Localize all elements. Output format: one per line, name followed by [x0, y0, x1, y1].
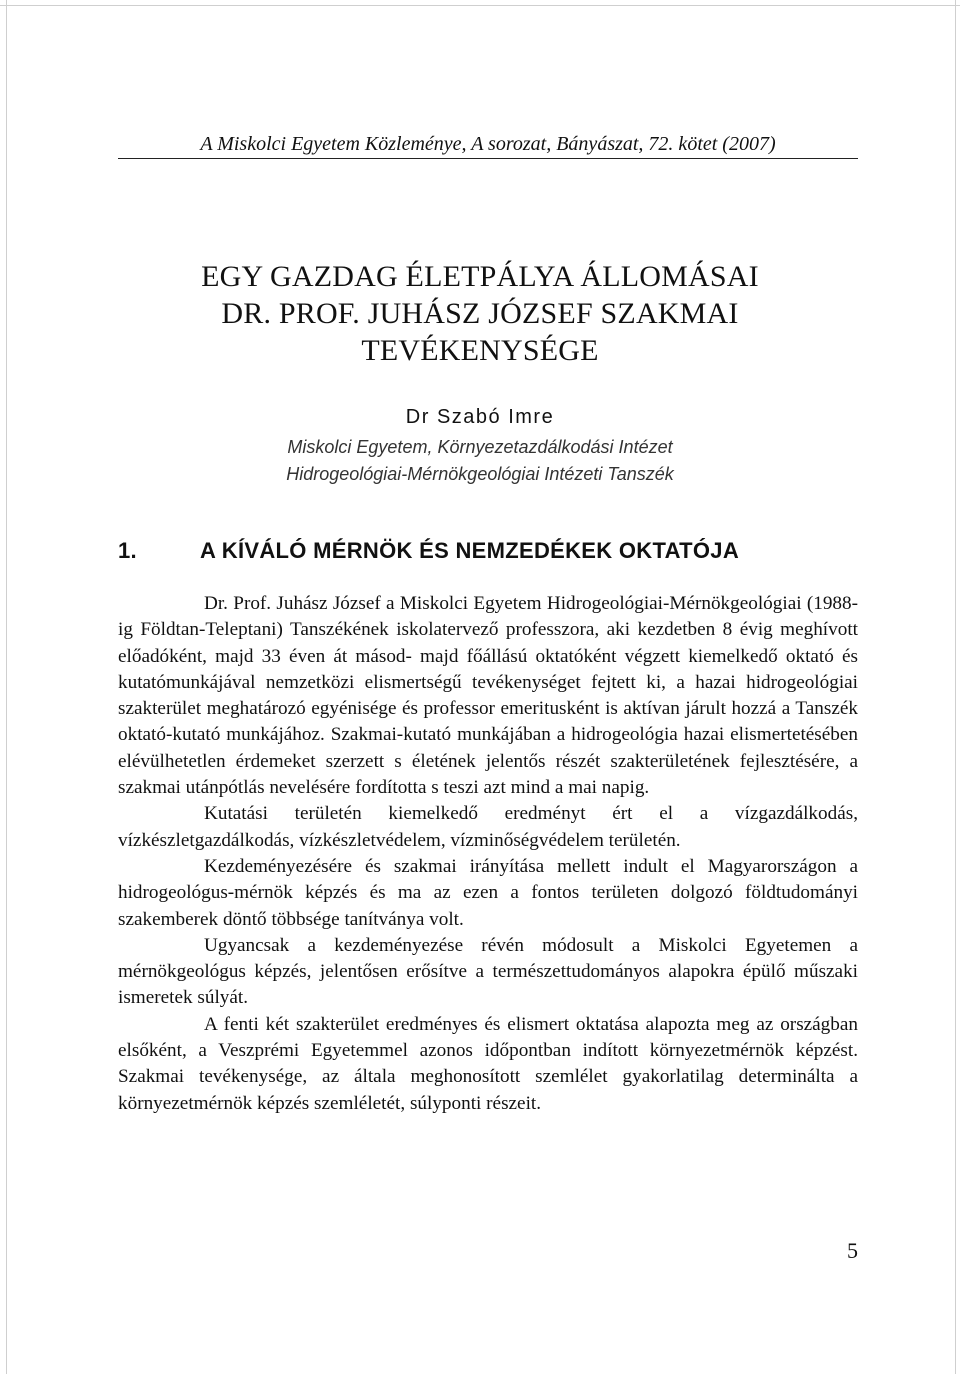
- paragraph-4: Ugyancsak a kezdeményezése révén módosult a Miskolci Egyetemen a mérnökgeológus képzés, jelentősen erősítve a természettudományos alapokra épülő műszaki ismeretek súlyát.: [118, 934, 858, 1009]
- paragraph-5: A fenti két szakterület eredményes és elismert oktatása alapozta meg az országban elsőként, a Veszprémi Egyetemmel azonos időpontban indított környezetmérnök képzést. Szakmai tevékenysége, az általa meghonosított szemlélet gyakorlatilag determinálta a környezetmérnök képzés szemléletét, súlyponti részeit.: [118, 1013, 858, 1114]
- title-line-3: TEVÉKENYSÉGE: [361, 334, 599, 367]
- section-heading: [118, 538, 858, 564]
- scan-edge-line-right: [955, 0, 956, 1374]
- page-number: 5: [847, 1238, 858, 1263]
- author-affiliation-2: Hidrogeológiai-Mérnökgeológiai Intézeti Tanszék: [286, 464, 674, 484]
- paragraph-1: Dr. Prof. Juhász József a Miskolci Egyetem Hidrogeológiai-Mérnökgeológiai (1988-ig Földtan-Teleptani) Tanszékének iskolatervező professzora, aki kezdetben 8 évig meghívott előadóként, majd 33 éven át másod- majd főállású oktatóként végzett kiemelkedő oktató és kutatómunkájával nemzetközi elismertségű tevékenységet fejtett ki, a hazai hidrogeológiai szakterület meghatározó egyénisége és professor emeritusként is aktívan járult hozzá a Tanszék oktató-kutató munkájához. Szakmai-kutató munkájában a hidrogeológia hazai elismertetésében elévülhetetlen érdemeket szerzett s életének jelentős részét szakterületének fejlesztésére, a szakmai utánpótlás nevelésére fordította s teszi azt mind a mai napig.: [118, 593, 858, 799]
- scan-edge-line-left: [6, 0, 7, 1374]
- article-title: [0, 258, 960, 369]
- paragraph-2: Kutatási területén kiemelkedő eredményt ért el a vízgazdálkodás, vízkészletgazdálkodás, vízkészletvédelem, vízminőségvédelem területén.: [118, 803, 858, 851]
- author-name: Dr Szabó Imre: [405, 406, 555, 428]
- body-text: [118, 591, 858, 1117]
- section-number: 1.: [118, 538, 137, 563]
- title-line-1: EGY GAZDAG ÉLETPÁLYA ÁLLOMÁSAI: [201, 260, 759, 293]
- header-rule: [118, 158, 858, 159]
- scan-edge-line-top: [0, 5, 960, 6]
- title-line-2: DR. PROF. JUHÁSZ JÓZSEF SZAKMAI: [221, 297, 739, 330]
- paragraph-3: Kezdeményezésére és szakmai irányítása mellett indult el Magyarországon a hidrogeológus-mérnök képzés és ma az ezen a fontos területen dolgozó földtudományi szakemberek döntő többsége tanítványa volt.: [118, 855, 858, 930]
- journal-header: A Miskolci Egyetem Közleménye, A sorozat, Bányászat, 72. kötet (2007): [200, 133, 776, 155]
- author-affiliation-1: Miskolci Egyetem, Környezetazdálkodási Intézet: [287, 437, 673, 457]
- section-title: A KÍVÁLÓ MÉRNÖK ÉS NEMZEDÉKEK OKTATÓJA: [200, 538, 740, 563]
